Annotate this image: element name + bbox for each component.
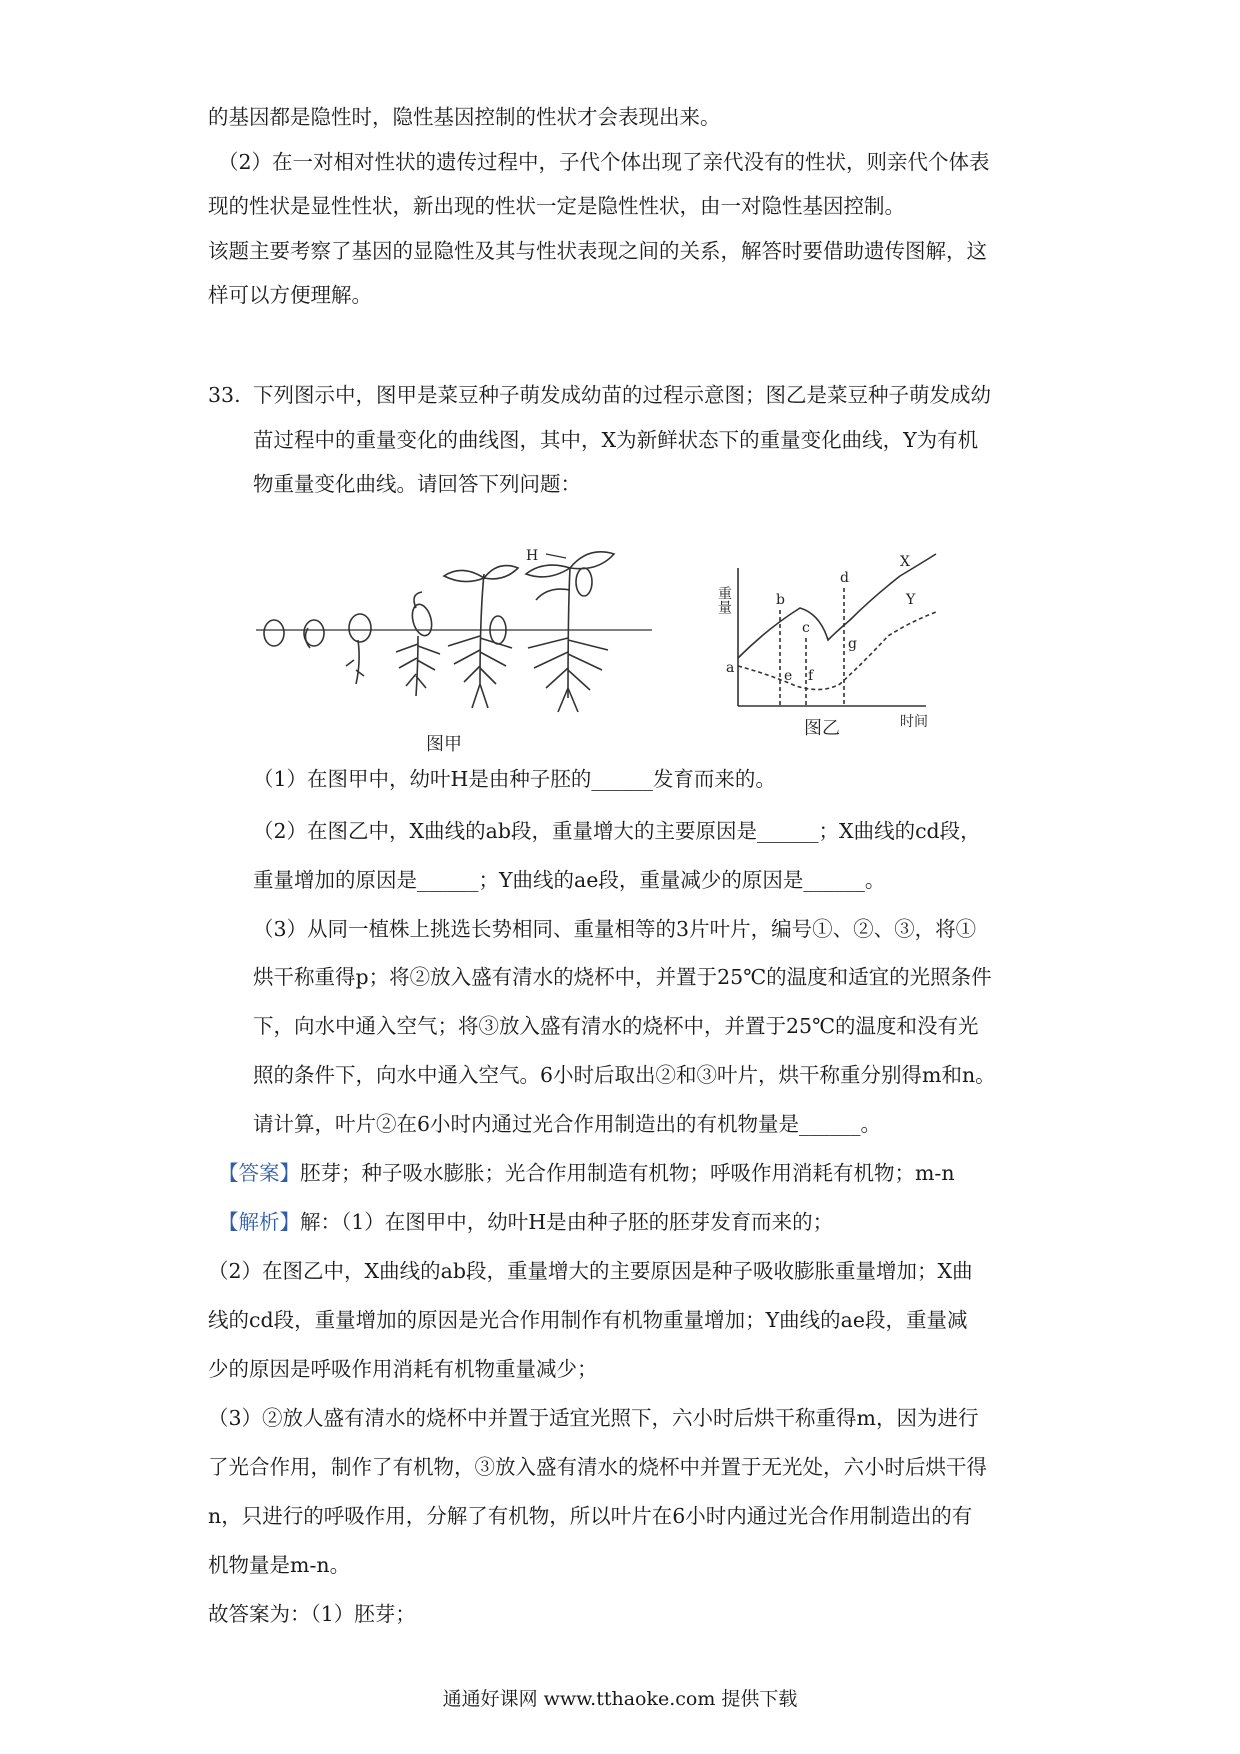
point-label-a: a xyxy=(726,660,735,676)
question-number: 33. xyxy=(208,383,241,407)
analysis-tag: 【解析】 xyxy=(218,1210,300,1234)
text-line: （2）在一对相对性状的遗传过程中，子代个体出现了亲代没有的性状，则亲代个体表 xyxy=(218,150,990,174)
analysis-line: n，只进行的呼吸作用，分解了有机物，所以叶片在6小时内通过光合作用制造出的有 xyxy=(208,1504,973,1528)
figure-jia-caption: 图甲 xyxy=(426,734,462,755)
point-label-d: d xyxy=(840,570,849,586)
text-line: 该题主要考察了基因的显隐性及其与性状表现之间的关系，解答时要借助遗传图解，这 xyxy=(208,239,987,263)
answer-line xyxy=(218,1158,1048,1188)
curve-x-label: X xyxy=(900,554,910,570)
page-footer: 通通好课网 www.tthaoke.com 提供下载 xyxy=(442,1688,798,1710)
point-label-b: b xyxy=(776,592,785,608)
sub-question-line: 下，向水中通入空气；将③放入盛有清水的烧杯中，并置于25℃的温度和没有光 xyxy=(253,1014,979,1038)
sub-question-line: 请计算，叶片②在6小时内通过光合作用制造出的有机物量是______。 xyxy=(253,1112,882,1136)
analysis-line: 线的cd段，重量增加的原因是光合作用制作有机物重量增加；Y曲线的ae段，重量减 xyxy=(208,1308,968,1332)
curve-y-label: Y xyxy=(906,592,916,608)
point-label-f: f xyxy=(808,668,814,684)
figure-yi xyxy=(700,548,1020,760)
question-stem-line: 苗过程中的重量变化的曲线图，其中，X为新鲜状态下的重量变化曲线，Y为有机 xyxy=(253,428,979,452)
analysis-line: 少的原因是呼吸作用消耗有机物重量减少； xyxy=(208,1357,598,1381)
analysis-line: 了光合作用，制作了有机物，③放入盛有清水的烧杯中并置于无光处，六小时后烘干得 xyxy=(208,1455,987,1479)
figure-jia xyxy=(250,548,670,760)
answer-text: 胚芽；种子吸水膨胀；光合作用制造有机物；呼吸作用消耗有机物；m-n xyxy=(300,1161,955,1185)
figure-area xyxy=(250,548,1030,760)
label-h: H xyxy=(526,548,539,564)
text-line: 样可以方便理解。 xyxy=(208,283,372,307)
figure-yi-caption: 图乙 xyxy=(804,718,840,739)
sub-question-line: 烘干称重得p；将②放入盛有清水的烧杯中，并置于25℃的温度和适宜的光照条件 xyxy=(253,965,992,989)
y-axis-label: 重量 xyxy=(716,586,732,614)
analysis-line: 故答案为：（1）胚芽； xyxy=(208,1602,416,1626)
analysis-first-text: 解：（1）在图甲中，幼叶H是由种子胚的胚芽发育而来的； xyxy=(300,1210,834,1234)
point-label-c: c xyxy=(802,620,810,636)
analysis-line: （3）②放人盛有清水的烧杯中并置于适宜光照下，六小时后烘干称重得m，因为进行 xyxy=(208,1406,979,1430)
sub-question-line: 重量增加的原因是______；Y曲线的ae段，重量减少的原因是______。 xyxy=(253,868,886,892)
x-axis-label: 时间 xyxy=(900,714,928,730)
point-label-g: g xyxy=(848,636,857,652)
point-label-e: e xyxy=(784,668,793,684)
sub-question-line: （3）从同一植株上挑选长势相同、重量相等的3片叶片，编号①、②、③，将① xyxy=(253,917,977,941)
question-stem-line: 下列图示中，图甲是菜豆种子萌发成幼苗的过程示意图；图乙是菜豆种子萌发成幼 xyxy=(253,383,991,407)
sub-question-line: （1）在图甲中，幼叶H是由种子胚的______发育而来的。 xyxy=(253,767,776,791)
analysis-line: 机物量是m-n。 xyxy=(208,1553,351,1577)
sub-question-line: 照的条件下，向水中通入空气。6小时后取出②和③叶片，烘干称重分别得m和n。 xyxy=(253,1063,996,1087)
sub-question-line: （2）在图乙中，X曲线的ab段，重量增大的主要原因是______；X曲线的cd段， xyxy=(253,819,981,843)
analysis-first-line xyxy=(218,1207,1048,1237)
text-line: 现的性状是显性性状，新出现的性状一定是隐性性状，由一对隐性基因控制。 xyxy=(208,194,905,218)
answer-tag: 【答案】 xyxy=(218,1161,300,1185)
text-line: 的基因都是隐性时，隐性基因控制的性状才会表现出来。 xyxy=(208,105,721,129)
analysis-line: （2）在图乙中，X曲线的ab段，重量增大的主要原因是种子吸收膨胀重量增加；X曲 xyxy=(208,1259,973,1283)
question-stem-line: 物重量变化曲线。请回答下列问题： xyxy=(253,472,581,496)
